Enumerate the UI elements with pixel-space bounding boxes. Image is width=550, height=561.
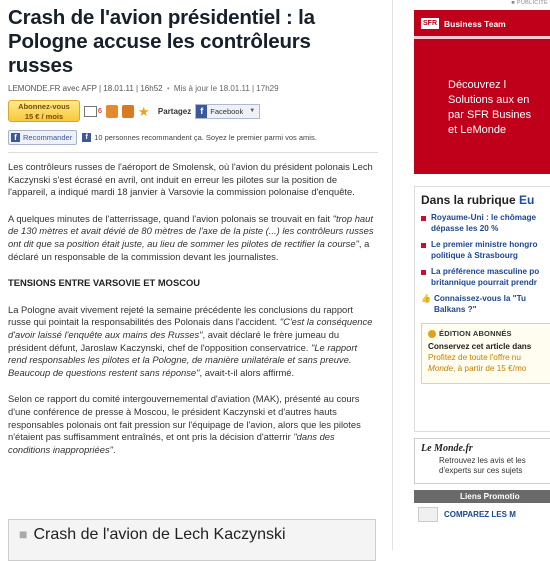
rubrique-item[interactable] <box>421 240 550 261</box>
p4-text-b: . <box>112 443 116 455</box>
rubrique-link[interactable] <box>434 294 526 315</box>
p3-text-a: La Pologne avait vivement rejeté la semaine précédente les conclusions du rapport russe qui pointait la responsabilités des Polonais dans l'accident. <box>8 303 353 328</box>
divider <box>8 152 378 153</box>
share-label: Partagez <box>157 106 192 116</box>
email-icon[interactable] <box>84 106 97 117</box>
rubrique-item[interactable] <box>421 213 550 234</box>
chevron-down-icon: ▼ <box>249 108 256 114</box>
section-heading: TENSIONS ENTRE VARSOVIE ET MOSCOU <box>8 277 201 289</box>
rubrique-link-line2: dépasse les 20 % <box>431 223 499 233</box>
paragraph-3 <box>8 304 378 380</box>
ad-stripe <box>414 36 550 39</box>
rubrique-link-line1: Le premier ministre hongro <box>431 240 538 249</box>
facebook-like-icon: f <box>11 133 20 142</box>
lemonde-line1: Retrouvez les avis et les <box>439 456 526 465</box>
sfr-logo: SFR <box>423 20 437 27</box>
subscribe-line2: 15 € / mois <box>24 112 64 121</box>
rubrique-accent: Eu <box>519 193 535 207</box>
subscriber-box[interactable] <box>421 323 550 384</box>
subscriber-line2b-italic: Monde <box>428 363 454 373</box>
bullet-icon <box>421 243 426 248</box>
subscriber-badge-icon <box>428 330 436 338</box>
lemonde-logo: Le Monde.fr <box>421 443 473 454</box>
ad-label-text: PUBLICITÉ <box>516 0 548 6</box>
article-toolbar <box>8 99 378 123</box>
ad-line-3: par SFR Busines <box>448 109 532 121</box>
p3-quote-1: "C'est la conséquence d'avoir laissé l'enquête aux mains des Russes" <box>8 316 373 340</box>
print-icon[interactable] <box>106 105 118 118</box>
ad-line-2: Solutions aux en <box>448 94 530 106</box>
column-divider <box>392 0 393 550</box>
p3-quote-2: "Le rapport rend responsables les pilotes et la Pologne, de manière unilatérale et sans preuve. Beaucoup de questions restent sans réponse" <box>8 341 358 378</box>
video-box[interactable] <box>8 519 376 561</box>
ad-team-label: Business Team <box>444 19 506 29</box>
sidebar <box>414 0 550 522</box>
rubrique-link-line2: politique à Strasbourg <box>431 250 518 260</box>
email-count: 6 <box>98 107 102 115</box>
recommend-button[interactable] <box>8 130 77 145</box>
meta-update: Mis à jour le 18.01.11 | 17h29 <box>173 84 279 93</box>
recommend-label: Recommander <box>23 132 73 142</box>
recommend-bar <box>8 129 378 145</box>
facebook-share-button[interactable] <box>195 104 260 119</box>
subscriber-header-text: ÉDITION ABONNÉS <box>439 329 512 338</box>
meta-separator: • <box>166 84 170 93</box>
video-title: Crash de l'avion de Lech Kaczynski <box>33 526 286 543</box>
bullet-icon <box>421 216 426 221</box>
subscribe-line1: Abonnez-vous <box>18 102 70 111</box>
recommend-count <box>82 133 317 142</box>
facebook-label: Facebook <box>210 106 244 116</box>
rubrique-link-line1: Royaume-Uni : le chômage <box>431 213 537 222</box>
rubrique-link[interactable] <box>431 267 539 288</box>
rubrique-item[interactable] <box>421 267 550 288</box>
bullet-icon <box>421 270 426 275</box>
facebook-small-icon: f <box>82 133 91 142</box>
subscriber-header <box>428 329 550 338</box>
promo-thumbnail <box>418 507 438 522</box>
rubrique-link[interactable] <box>431 240 537 261</box>
star-icon[interactable]: ★ <box>137 103 150 119</box>
recommend-count-text: 10 personnes recommandent ça. Soyez le premier parmi vos amis. <box>94 132 317 142</box>
lemonde-experts-box[interactable] <box>414 438 550 484</box>
bullet-icon: ■ <box>19 526 28 542</box>
lemonde-text <box>421 456 550 476</box>
subscriber-line2 <box>428 353 550 374</box>
sfr-ad-banner[interactable] <box>414 10 550 174</box>
rubrique-link-line1: La préférence masculine po <box>431 267 540 276</box>
p4-quote: "dans des conditions inappropriées" <box>8 431 335 455</box>
rubrique-link-line2: Balkans ?" <box>433 304 477 314</box>
p4-text-a: Selon ce rapport du comité intergouvernemental d'aviation (MAK), présenté au cours d'une conférence de presse à Moscou, le président Kaczynski et d'autres hauts responsables polonais ont fait pression sur l'équipage de l'avion, alors que les pilotes n'étaient pas suffisamment entraînés, et ont pris la décision d'atterrir <box>8 393 361 443</box>
meta-source: LEMONDE.FR avec AFP | 18.01.11 | 16h52 <box>8 84 163 93</box>
promo-links-header: Liens Promotio <box>414 490 550 503</box>
paragraph-2 <box>8 213 378 263</box>
article <box>8 6 378 470</box>
share-icon[interactable] <box>122 105 134 118</box>
rubrique-link-line2: britannique pourrait prendr <box>431 277 537 287</box>
p2-text-b: , a déclaré un responsable de la commission devant les journalistes. <box>8 237 370 262</box>
promo-item[interactable] <box>414 507 550 522</box>
p3-text-c: , avait-t-il alors affirmé. <box>199 366 295 378</box>
ad-label: ■ PUBLICITÉ <box>511 0 548 6</box>
subscriber-line1: Conservez cet article dans <box>428 342 532 351</box>
ad-line-4: et LeMonde <box>448 124 507 136</box>
rubrique-box <box>414 186 550 432</box>
promo-link[interactable]: COMPAREZ LES M <box>444 510 516 519</box>
article-meta <box>8 84 378 93</box>
rubrique-label: Dans la rubrique <box>421 193 516 207</box>
subscribe-button[interactable] <box>8 100 80 122</box>
paragraph-1: Les contrôleurs russes de l'aéroport de Smolensk, où l'avion du président polonais Lech Kaczynski s'est écrasé en avril, ont induit en erreur les pilotes sur la position de l'appareil, a indiqué mardi 18 janvier à Varsovie la commission polonaise d'enquête. <box>8 161 373 198</box>
ad-line-1: Découvrez l <box>448 79 507 91</box>
paragraph-4 <box>8 393 378 456</box>
rubrique-title <box>421 193 550 207</box>
subscriber-line2a: Profitez de toute l'offre nu <box>428 353 521 362</box>
subscriber-line2b: , à partir de 15 €/mo <box>453 363 527 373</box>
video-title-row <box>9 520 375 544</box>
p3-text-b: , avait déclaré le frère jumeau du président défunt, Jaroslaw Kaczynski, chef de l'opposition conservatrice. <box>8 328 340 353</box>
rubrique-link[interactable] <box>431 213 536 234</box>
lemonde-line2: d'experts sur ces sujets <box>439 466 523 475</box>
rubrique-link-line1: Connaissez-vous la "Tu <box>433 294 526 303</box>
article-title: Crash de l'avion présidentiel : la Pologne accuse les contrôleurs russes <box>8 6 315 77</box>
thumbs-up-icon: 👍 <box>421 294 431 303</box>
article-body <box>8 161 378 456</box>
ad-text <box>448 78 531 138</box>
rubrique-item[interactable] <box>421 294 550 315</box>
facebook-icon: f <box>196 105 207 118</box>
p2-quote: "trop haut de 130 mètres et avait dévié de 80 mètres de l'axe de la piste (...) les contrôleurs russes ont dit que sa position était juste, au lieu de sommer les pilotes de rectifier la course" <box>8 212 374 249</box>
p2-text-a: A quelques minutes de l'atterrissage, quand l'avion polonais se trouvait en fait <box>8 212 333 224</box>
